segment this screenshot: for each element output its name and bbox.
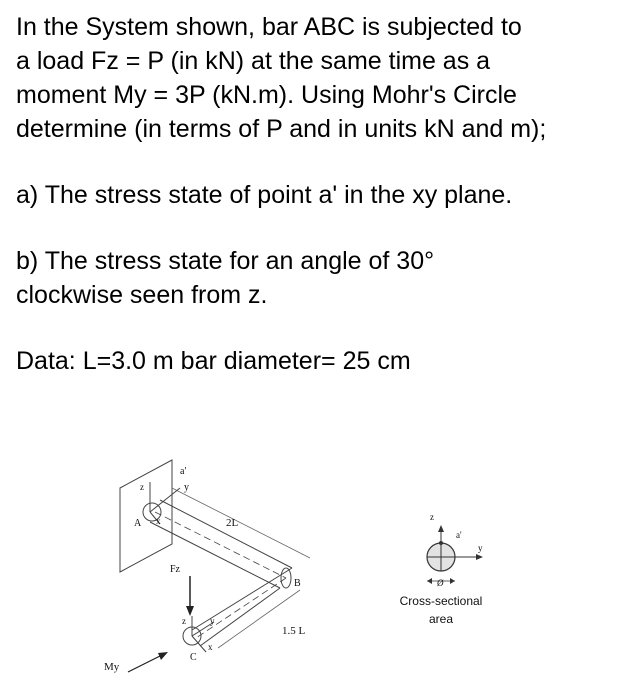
bar-bc-top — [192, 568, 292, 630]
cross-axis-y-arrowhead — [476, 554, 483, 560]
intro-line-3: moment My = 3P (kN.m). Using Mohr's Circle — [16, 81, 517, 109]
diameter-dim-right-arrowhead — [450, 578, 455, 584]
load-fz-arrowhead — [186, 606, 194, 616]
label-fz: Fz — [170, 564, 180, 575]
axis-x-c — [192, 636, 206, 652]
intro-line-4: determine (in terms of P and in units kN and m); — [16, 115, 547, 143]
dim-2l-line — [172, 488, 310, 558]
system-figure — [0, 440, 623, 700]
cross-label-a-prime: a' — [456, 530, 462, 540]
problem-statement — [16, 10, 616, 378]
part-a: a) The stress state of point a' in the xy plane. — [16, 181, 513, 209]
label-b: B — [294, 578, 301, 589]
label-y-c: y — [210, 616, 215, 626]
cross-caption-line-1: Cross-sectional — [399, 594, 483, 608]
label-y-top: y — [184, 482, 189, 493]
dim-15l-line — [218, 590, 300, 648]
bar-bc-axis — [196, 578, 286, 638]
label-my: My — [104, 661, 120, 673]
data-line: Data: L=3.0 m bar diameter= 25 cm — [16, 347, 411, 375]
moment-my-arrowhead — [158, 652, 168, 660]
label-1-5l: 1.5 L — [282, 625, 306, 637]
part-b-line-2: clockwise seen from z. — [16, 281, 268, 309]
point-a-prime — [439, 541, 443, 545]
cross-label-phi: Ø — [437, 578, 444, 588]
moment-my-arrow — [128, 654, 164, 672]
part-b-line-1: b) The stress state for an angle of 30° — [16, 247, 435, 275]
cross-axis-z-arrowhead — [438, 525, 444, 532]
label-z-c: z — [182, 616, 186, 626]
label-z-top: z — [140, 482, 144, 492]
cross-label-z: z — [430, 512, 434, 522]
label-a-prime-top: a' — [180, 466, 187, 477]
fixed-wall — [120, 460, 172, 572]
label-x-top: x — [156, 516, 161, 526]
label-a: A — [134, 518, 142, 529]
cross-caption-line-2: area — [428, 612, 454, 626]
intro-line-2: a load Fz = P (in kN) at the same time as a — [16, 47, 491, 75]
cross-label-y: y — [478, 543, 483, 553]
label-x-c: x — [208, 642, 213, 652]
diameter-dim-left-arrowhead — [427, 578, 432, 584]
bar-ab-top — [160, 500, 292, 568]
intro-line-1: In the System shown, bar ABC is subjected to — [16, 13, 522, 41]
label-2l: 2L — [226, 517, 239, 529]
bar-ab-bottom — [150, 522, 280, 588]
cross-section — [427, 525, 483, 584]
label-c: C — [190, 652, 197, 663]
